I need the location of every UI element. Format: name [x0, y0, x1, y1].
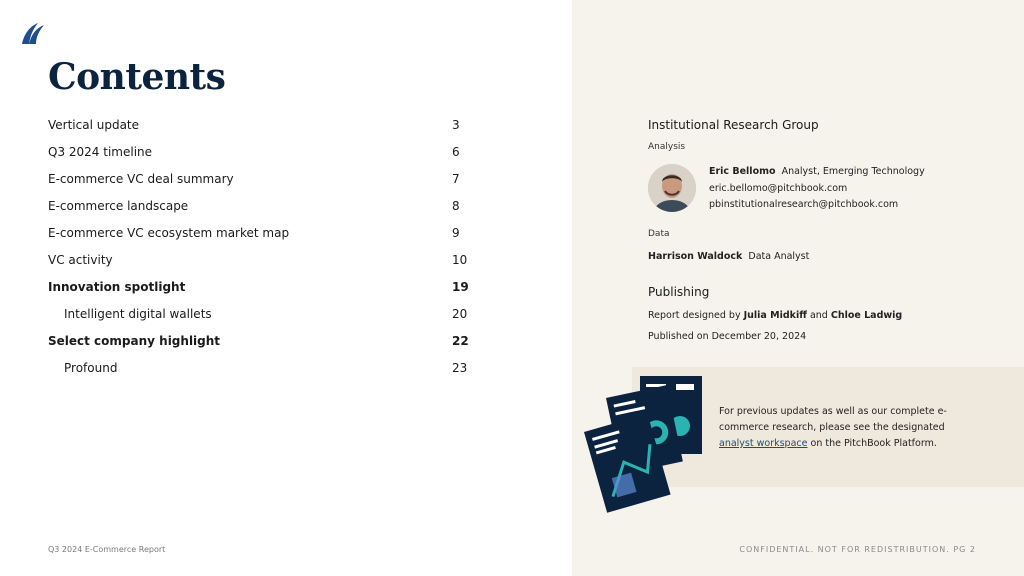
- toc-row[interactable]: [48, 112, 468, 139]
- data-label: Data: [648, 229, 670, 239]
- data-analyst-line: [648, 251, 809, 262]
- toc-page-number: 3: [452, 118, 460, 132]
- analyst-title: Analyst, Emerging Technology: [781, 166, 925, 177]
- analyst-email[interactable]: eric.bellomo@pitchbook.com: [709, 183, 848, 194]
- toc-page-number: 23: [452, 361, 468, 375]
- pitchbook-logo-icon: [18, 20, 46, 48]
- group-email[interactable]: pbinstitutionalresearch@pitchbook.com: [709, 199, 899, 210]
- toc-label: E-commerce landscape: [48, 199, 189, 213]
- toc-page-number: 19: [452, 280, 469, 294]
- promo-text: [719, 404, 969, 452]
- toc-row-subsection[interactable]: [48, 301, 468, 328]
- promo-text-before: For previous updates as well as our complete e-commerce research, please see the designated: [719, 406, 947, 433]
- toc-page-number: 8: [452, 199, 460, 213]
- analyst-line: [709, 166, 925, 177]
- promo-text-after: on the PitchBook Platform.: [810, 438, 937, 449]
- data-analyst-title: Data Analyst: [748, 251, 810, 262]
- toc-row-section[interactable]: [48, 274, 468, 301]
- designer-2: Chloe Ladwig: [830, 310, 903, 321]
- toc-page-number: 9: [452, 226, 460, 240]
- toc-row[interactable]: [48, 247, 468, 274]
- toc-label: Select company highlight: [48, 334, 221, 348]
- footer-report-name: Q3 2024 E-Commerce Report: [48, 545, 166, 554]
- analyst-avatar: [648, 164, 696, 212]
- toc-page-number: 22: [452, 334, 469, 348]
- data-analyst-name: Harrison Waldock: [648, 251, 743, 262]
- toc-label: E-commerce VC deal summary: [48, 172, 234, 186]
- designer-1: Julia Midkiff: [743, 310, 807, 321]
- toc-label: Intelligent digital wallets: [64, 307, 212, 321]
- page-title: Contents: [48, 56, 226, 98]
- designed-prefix: Report designed by: [648, 310, 741, 321]
- analyst-name: Eric Bellomo: [709, 166, 776, 177]
- analysis-label: Analysis: [648, 142, 686, 152]
- toc-row[interactable]: [48, 139, 468, 166]
- toc-label: Vertical update: [48, 118, 140, 132]
- toc-page-number: 20: [452, 307, 468, 321]
- toc-row-subsection[interactable]: [48, 355, 468, 382]
- footer-confidential: CONFIDENTIAL. NOT FOR REDISTRIBUTION. PG 2: [739, 545, 976, 554]
- toc-label: Q3 2024 timeline: [48, 145, 153, 159]
- toc-page-number: 6: [452, 145, 460, 159]
- table-of-contents: [48, 112, 468, 382]
- toc-label: E-commerce VC ecosystem market map: [48, 226, 290, 240]
- toc-page-number: 10: [452, 253, 468, 267]
- research-group-heading: Institutional Research Group: [648, 118, 819, 132]
- published-date: Published on December 20, 2024: [648, 331, 807, 342]
- and-text: and: [809, 310, 828, 321]
- toc-page-number: 7: [452, 172, 460, 186]
- toc-row-section[interactable]: [48, 328, 468, 355]
- toc-row[interactable]: [48, 193, 468, 220]
- toc-row[interactable]: [48, 220, 468, 247]
- design-credit: [648, 310, 902, 321]
- toc-label: Profound: [64, 361, 118, 375]
- toc-row[interactable]: [48, 166, 468, 193]
- report-covers-illustration: [582, 372, 712, 520]
- toc-label: VC activity: [48, 253, 113, 267]
- publishing-heading: Publishing: [648, 285, 710, 299]
- toc-label: Innovation spotlight: [48, 280, 186, 294]
- analyst-workspace-link[interactable]: analyst workspace: [719, 438, 808, 449]
